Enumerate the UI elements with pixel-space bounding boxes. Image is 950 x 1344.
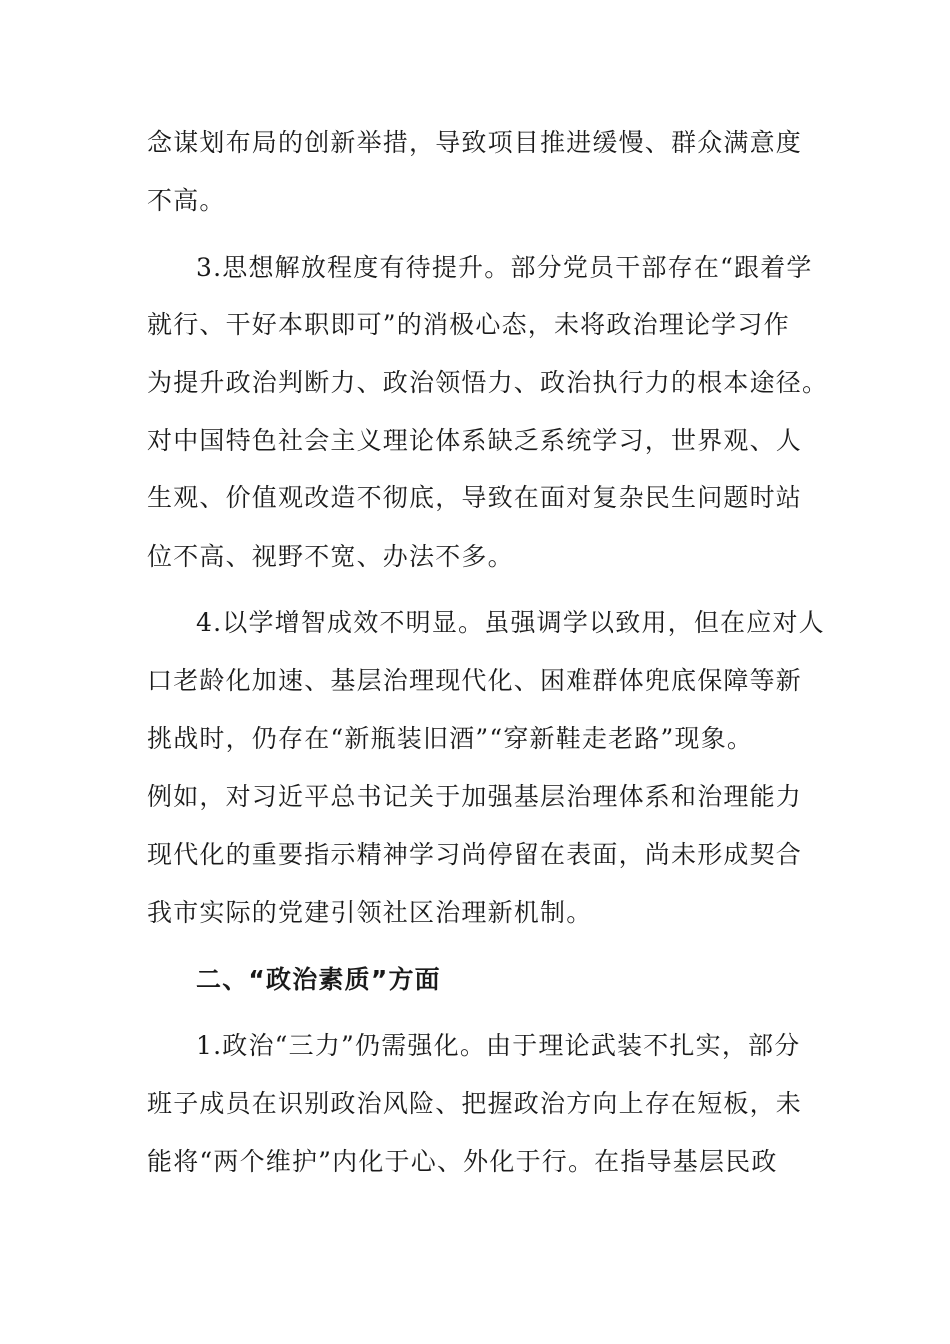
paragraph-1-start: 1.政治“三力”仍需强化。由于理论武装不扎实，部分 (196, 1031, 801, 1060)
text-line: 对中国特色社会主义理论体系缺乏系统学习，世界观、人 (147, 426, 803, 455)
text-line: 生观、价值观改造不彻底，导致在面对复杂民生问题时站 (147, 483, 803, 512)
text-line: 我市实际的党建引领社区治理新机制。 (147, 898, 593, 927)
text-line: 位不高、视野不宽、办法不多。 (147, 542, 514, 571)
text-line: 口老龄化加速、基层治理现代化、困难群体兜底保障等新 (147, 666, 803, 695)
paragraph-3-start: 3.思想解放程度有待提升。部分党员干部存在“跟着学 (196, 253, 813, 282)
section-heading: 二、“政治素质”方面 (196, 965, 441, 994)
text-line: 就行、干好本职即可”的消极心态，未将政治理论学习作 (147, 310, 790, 339)
text-line: 班子成员在识别政治风险、把握政治方向上存在短板，未 (147, 1089, 803, 1118)
text-line: 例如，对习近平总书记关于加强基层治理体系和治理能力 (147, 782, 803, 811)
text-line: 现代化的重要指示精神学习尚停留在表面，尚未形成契合 (147, 840, 803, 869)
text-line: 挑战时，仍存在“新瓶装旧酒”“穿新鞋走老路”现象。 (147, 724, 754, 753)
text-line: 不高。 (147, 186, 226, 215)
text-line: 能将“两个维护”内化于心、外化于行。在指导基层民政 (147, 1147, 778, 1176)
text-line: 念谋划布局的创新举措，导致项目推进缓慢、群众满意度 (147, 128, 803, 157)
text-line: 为提升政治判断力、政治领悟力、政治执行力的根本途径。 (147, 368, 829, 397)
paragraph-4-start: 4.以学增智成效不明显。虽强调学以致用，但在应对人 (196, 608, 825, 637)
